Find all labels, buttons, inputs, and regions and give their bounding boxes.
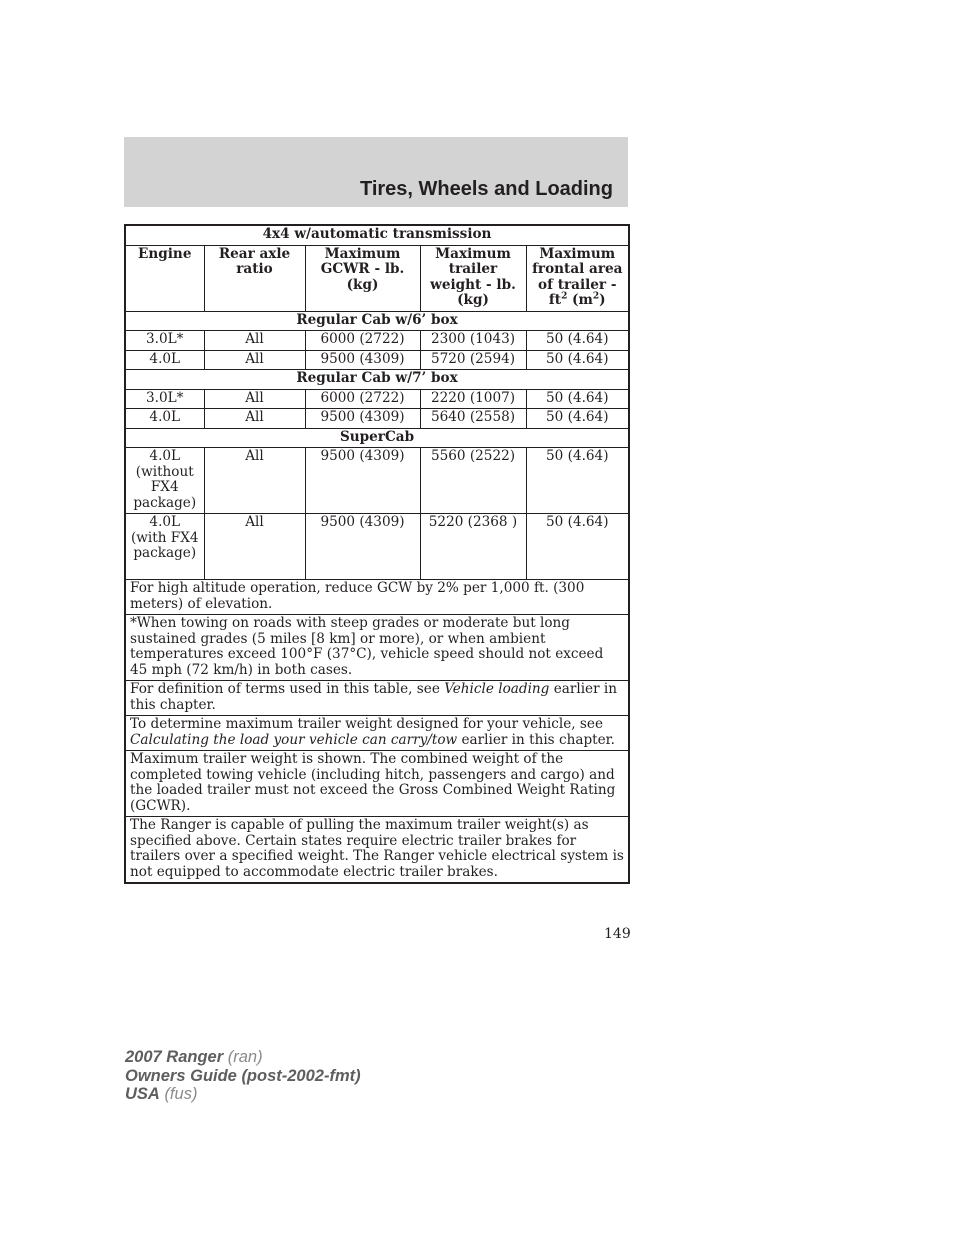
cell-frontal: 50 (4.64) <box>526 350 629 370</box>
cell-engine: 4.0L (with FX4 package) <box>125 514 204 580</box>
note-row <box>125 716 629 751</box>
towing-capacity-table <box>124 224 630 884</box>
cell-gcwr: 9500 (4309) <box>305 350 420 370</box>
cell-axle: All <box>204 331 305 351</box>
col-rear-axle-ratio: Rear axle ratio <box>204 245 305 311</box>
document-footer <box>125 1048 361 1104</box>
group-label: Regular Cab w/7’ box <box>125 370 629 390</box>
table-row <box>125 514 629 580</box>
col-frontal-text: (m <box>567 292 593 308</box>
col-max-frontal-area <box>526 245 629 311</box>
cell-gcwr: 6000 (2722) <box>305 331 420 351</box>
cell-engine: 4.0L <box>125 350 204 370</box>
col-frontal-sup: 2 <box>561 291 568 302</box>
cell-engine: 3.0L* <box>125 331 204 351</box>
group-label: Regular Cab w/6’ box <box>125 311 629 331</box>
group-row <box>125 428 629 448</box>
note-text: earlier in this chapter. <box>457 731 615 748</box>
group-label: SuperCab <box>125 428 629 448</box>
cell-gcwr: 9500 (4309) <box>305 409 420 429</box>
table-row <box>125 350 629 370</box>
footer-line <box>125 1067 361 1086</box>
cell-trailer: 5560 (2522) <box>420 448 526 514</box>
table-title-row <box>125 225 629 245</box>
note-row <box>125 817 629 884</box>
section-title: Tires, Wheels and Loading <box>359 178 613 200</box>
cell-trailer: 2300 (1043) <box>420 331 526 351</box>
note-reference: Calculating the load your vehicle can carry/tow <box>130 731 458 748</box>
footer-line <box>125 1085 361 1104</box>
footer-market: USA <box>125 1085 160 1103</box>
footer-model: 2007 Ranger <box>125 1048 224 1066</box>
note-definition <box>125 681 629 716</box>
group-row <box>125 370 629 390</box>
cell-axle: All <box>204 409 305 429</box>
note-text: To determine maximum trailer weight designed for your vehicle, see <box>130 716 603 732</box>
section-header-band <box>124 137 628 207</box>
table-title: 4x4 w/automatic transmission <box>125 225 629 245</box>
column-header-row <box>125 245 629 311</box>
cell-engine: 3.0L* <box>125 389 204 409</box>
note-row <box>125 681 629 716</box>
footer-line <box>125 1048 361 1067</box>
note-altitude: For high altitude operation, reduce GCW by 2% per 1,000 ft. (300 meters) of elevation. <box>125 580 629 615</box>
note-reference: Vehicle loading <box>444 681 550 697</box>
table-row <box>125 389 629 409</box>
cell-trailer: 5640 (2558) <box>420 409 526 429</box>
cell-frontal: 50 (4.64) <box>526 331 629 351</box>
cell-axle: All <box>204 448 305 514</box>
group-row <box>125 311 629 331</box>
cell-axle: All <box>204 514 305 580</box>
col-frontal-sup: 2 <box>592 291 600 302</box>
cell-axle: All <box>204 350 305 370</box>
col-frontal-text: ) <box>599 292 606 308</box>
cell-frontal: 50 (4.64) <box>526 448 629 514</box>
cell-frontal: 50 (4.64) <box>526 409 629 429</box>
note-text: earlier in this chapter. <box>130 681 618 713</box>
cell-trailer: 2220 (1007) <box>420 389 526 409</box>
cell-engine: 4.0L (without FX4 package) <box>125 448 204 514</box>
note-row <box>125 615 629 681</box>
note-row <box>125 751 629 817</box>
cell-trailer: 5220 (2368 ) <box>420 514 526 580</box>
page-number: 149 <box>604 926 631 942</box>
cell-gcwr: 9500 (4309) <box>305 514 420 580</box>
col-max-trailer-weight: Maximum trailer weight - lb. (kg) <box>420 245 526 311</box>
col-frontal-text: Maximum frontal area of trailer - ft <box>532 245 623 308</box>
table-row <box>125 331 629 351</box>
note-max-shown: Maximum trailer weight is shown. The combined weight of the completed towing vehicle (including hitch, passengers and cargo) and the loaded trailer must not exceed the Gross Combined Weight Rating (GCWR). <box>125 751 629 817</box>
cell-gcwr: 9500 (4309) <box>305 448 420 514</box>
note-text: For definition of terms used in this table, see <box>130 681 445 697</box>
table-row <box>125 448 629 514</box>
footer-code: (fus) <box>164 1085 198 1103</box>
cell-frontal: 50 (4.64) <box>526 389 629 409</box>
note-row <box>125 580 629 615</box>
col-max-gcwr: Maximum GCWR - lb. (kg) <box>305 245 420 311</box>
cell-gcwr: 6000 (2722) <box>305 389 420 409</box>
cell-frontal: 50 (4.64) <box>526 514 629 580</box>
note-capable: The Ranger is capable of pulling the maximum trailer weight(s) as specified above. Certain states require electric trailer brakes for trailers over a specified weight. The Ranger vehicle electrical system is not equipped to accommodate electric trailer brakes. <box>125 817 629 884</box>
cell-engine: 4.0L <box>125 409 204 429</box>
note-grades: *When towing on roads with steep grades or moderate but long sustained grades (5 miles [8 km] or more), or when ambient temperatures exceed 100°F (37°C), vehicle speed should not exceed 45 mph (72 km/h) in both cases. <box>125 615 629 681</box>
note-determine <box>125 716 629 751</box>
table-row <box>125 409 629 429</box>
footer-code: (ran) <box>227 1048 263 1066</box>
footer-guide: Owners Guide (post-2002-fmt) <box>125 1066 361 1085</box>
col-engine: Engine <box>125 245 204 311</box>
cell-axle: All <box>204 389 305 409</box>
cell-trailer: 5720 (2594) <box>420 350 526 370</box>
